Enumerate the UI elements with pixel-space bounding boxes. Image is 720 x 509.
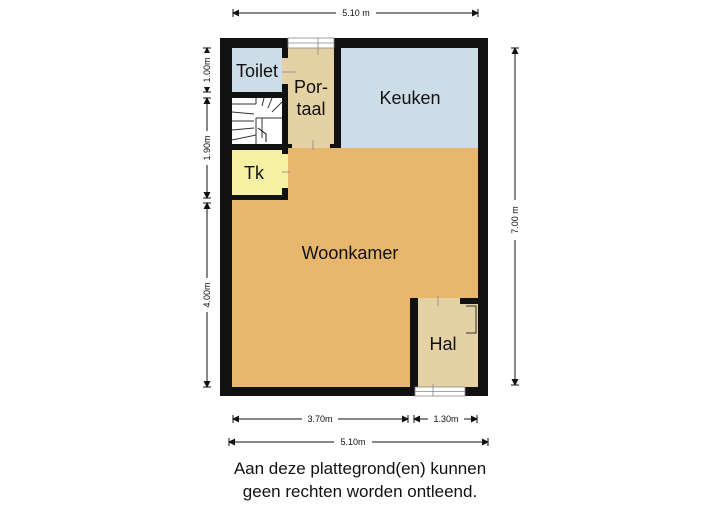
- room-label-toilet: Toilet: [235, 61, 279, 81]
- dimension-left-bottom-label: 4.00m: [202, 282, 212, 308]
- dimension-bottom-left-label: 3.70m: [307, 414, 333, 424]
- dimension-left-middle-label: 1.90m: [202, 135, 212, 161]
- dimension-left-top-label: 1.00m: [202, 57, 212, 83]
- room-label-keuken: Keuken: [379, 88, 441, 108]
- dimension-top-label: 5.10 m: [342, 8, 370, 18]
- room-label-woonkamer: Woonkamer: [301, 243, 399, 263]
- room-label-hal: Hal: [429, 334, 457, 354]
- room-label-tk: Tk: [244, 163, 264, 183]
- dimension-right-label: 7.00 m: [510, 206, 520, 234]
- staircase: [232, 98, 282, 144]
- dimension-bottom-right-label: 1.30m: [433, 414, 459, 424]
- dimension-bottom-total-label: 5.10m: [340, 437, 366, 447]
- disclaimer-line-1: Aan deze plattegrond(en) kunnen: [233, 459, 487, 478]
- dimension-left: [203, 48, 211, 387]
- disclaimer-line-2: geen rechten worden ontleend.: [242, 482, 478, 501]
- room-label-portaal-line2: taal: [296, 99, 326, 119]
- room-label-portaal-line1: Por-: [293, 77, 329, 97]
